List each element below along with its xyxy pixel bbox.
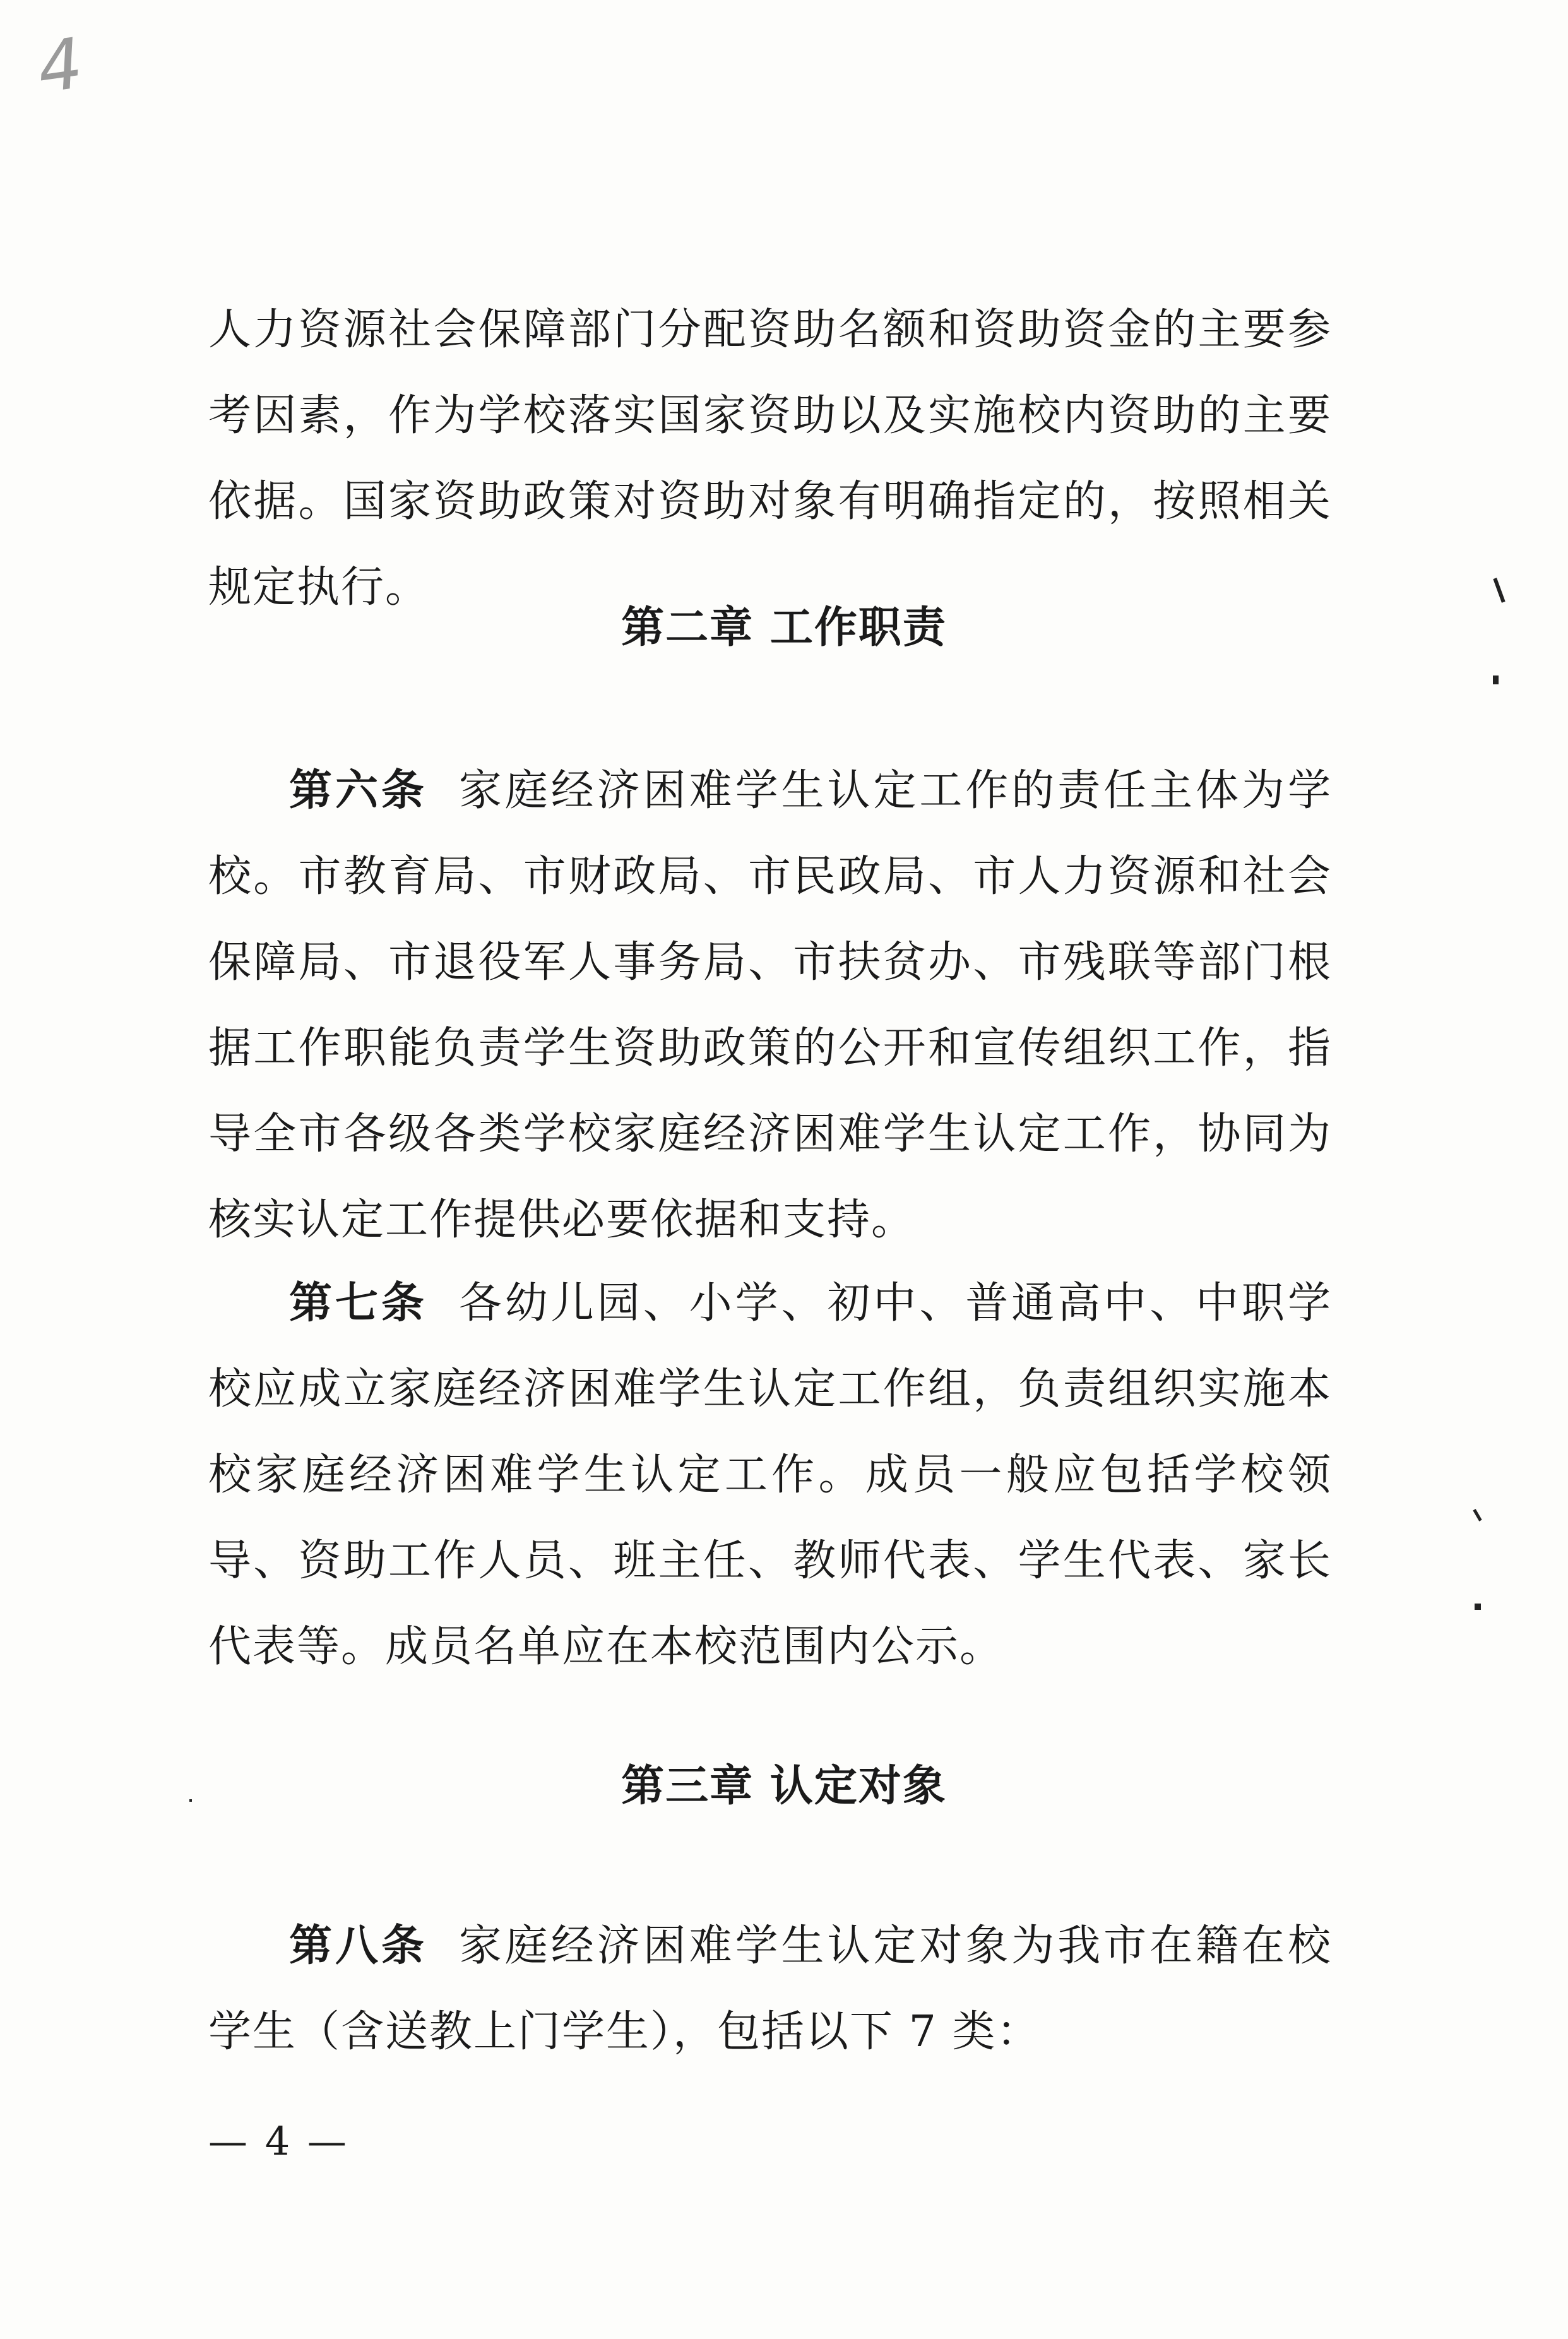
- article-7-text: 各幼儿园、小学、初中、普通高中、中职学校应成立家庭经济困难学生认定工作组，负责组织实施本校家庭经济困难学生认定工作。成员一般应包括学校领导、资助工作人员、班主任、教师代表、学生代表、家长代表等。成员名单应在本校范围内公示。: [208, 1278, 1332, 1672]
- scan-speck: [1473, 1509, 1482, 1521]
- chapter-3-heading: 第三章 认定对象: [621, 1761, 947, 1811]
- article-8: [208, 1903, 1332, 2075]
- article-6-text: 家庭经济困难学生认定工作的责任主体为学校。市教育局、市财政局、市民政局、市人力资源和社会保障局、市退役军人事务局、市扶贫办、市残联等部门根据工作职能负责学生资助政策的公开和宣传组织工作，指导全市各级各类学校家庭经济困难学生认定工作，协同为核实认定工作提供必要依据和支持。: [208, 766, 1332, 1245]
- chapter-2-heading: 第二章 工作职责: [621, 603, 947, 653]
- article-8-text: 家庭经济困难学生认定对象为我市在籍在校学生（含送教上门学生），包括以下 7 类：: [208, 1921, 1332, 2057]
- scan-speck: [1475, 1604, 1481, 1610]
- article-8-label: 第八条: [289, 1921, 427, 1971]
- scan-speck: [1493, 676, 1499, 684]
- scan-speck: [189, 1799, 192, 1802]
- article-7-label: 第七条: [289, 1278, 427, 1328]
- handwritten-page-note: 4: [32, 22, 88, 109]
- paragraph-continued: 人力资源社会保障部门分配资助名额和资助资金的主要参考因素，作为学校落实国家资助以及实施校内资助的主要依据。国家资助政策对资助对象有明确指定的，按照相关规定执行。: [208, 305, 1332, 612]
- page-number: — 4 —: [208, 2118, 349, 2164]
- article-6-label: 第六条: [289, 766, 427, 816]
- article-6: [208, 748, 1332, 1263]
- article-7: [208, 1261, 1332, 1690]
